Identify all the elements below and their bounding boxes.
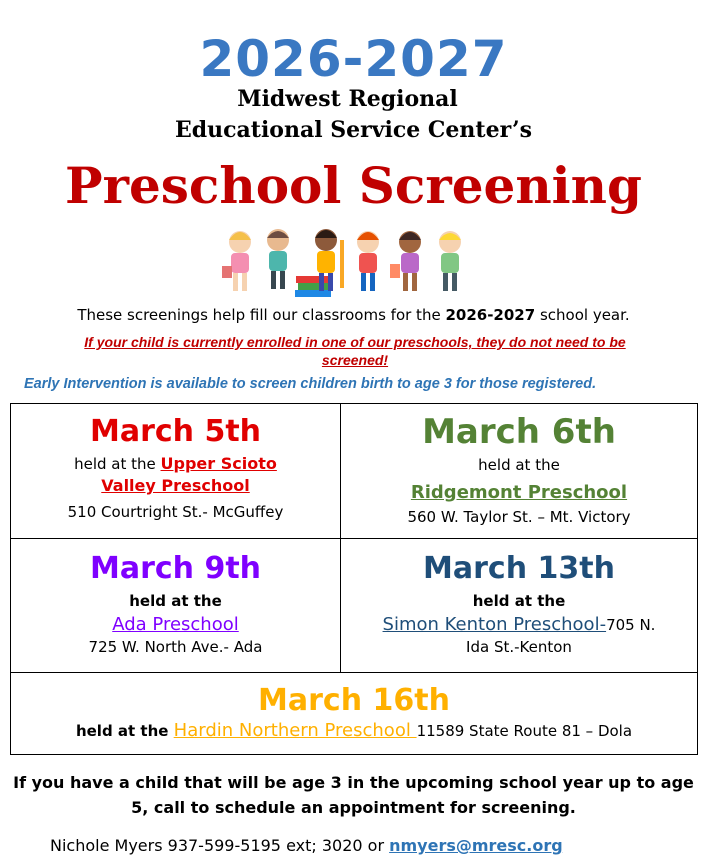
session-location-link[interactable]: Hardin Northern Preschool <box>173 720 417 741</box>
appointment-line1: If you have a child that will be age 3 in the upcoming school year up to age <box>13 773 694 792</box>
session-date: March 13th <box>423 551 615 586</box>
page-title: Preschool Screening <box>65 156 642 215</box>
session-address: 725 W. North Ave.- Ada <box>88 638 263 656</box>
session-location-line <box>11 614 340 636</box>
enrolled-note: If your child is currently enrolled in one of our preschools, they do not need to be screened! <box>84 334 626 368</box>
intro-year: 2026-2027 <box>445 306 536 324</box>
session-held-text: held at the <box>129 592 222 610</box>
session-location-link[interactable]: Ada Preschool <box>112 614 239 635</box>
appointment-instructions <box>0 770 707 820</box>
session-location-line <box>341 614 697 636</box>
session-date: March 6th <box>422 412 616 452</box>
session-address: 560 W. Taylor St. – Mt. Victory <box>407 508 631 526</box>
intro-text-before: These screenings help fill our classrooms for the <box>77 306 446 324</box>
child-figure-6 <box>439 231 461 291</box>
contact-line <box>50 836 700 855</box>
child-figure-1 <box>222 231 251 291</box>
org-name-line1: Midwest Regional <box>237 86 458 112</box>
session-location-line <box>341 482 697 504</box>
session-date: March 9th <box>89 551 262 586</box>
session-date: March 5th <box>89 414 262 449</box>
session-held-text: held at the <box>472 592 566 610</box>
year-heading: 2026-2027 <box>199 30 508 88</box>
session-location-link[interactable]: Ridgemont Preschool <box>410 482 628 503</box>
child-figure-3 <box>315 229 344 291</box>
screening-schedule-table <box>10 403 698 755</box>
session-location-link[interactable]: Simon Kenton Preschool- <box>382 614 607 635</box>
session-address-part2: Ida St.-Kenton <box>466 638 572 656</box>
child-figure-2 <box>267 229 289 289</box>
session-date: March 16th <box>258 683 450 718</box>
session-cell-march-6 <box>341 404 698 539</box>
session-cell-march-16 <box>11 673 698 755</box>
session-held-line <box>11 720 697 742</box>
session-held-text: held at the <box>478 456 560 474</box>
session-address: 510 Courtright St.- McGuffey <box>67 503 284 521</box>
session-location-link-cont[interactable]: Valley Preschool <box>101 476 250 495</box>
org-name-line2: Educational Service Center’s <box>174 117 533 143</box>
contact-text: Nichole Myers 937-599-5195 ext; 3020 or <box>50 836 390 855</box>
early-intervention-note: Early Intervention is available to screen children birth to age 3 for those registered. <box>24 376 597 392</box>
contact-email-link[interactable]: nmyers@mresc.org <box>389 836 563 855</box>
session-address: 11589 State Route 81 – Dola <box>416 722 633 740</box>
appointment-line2: 5, call to schedule an appointment for screening. <box>131 798 576 817</box>
books-stack <box>295 276 331 297</box>
session-held-text: held at the <box>75 722 174 740</box>
child-figure-5 <box>390 231 421 291</box>
session-address-part1: 705 N. <box>606 616 656 634</box>
intro-text <box>0 306 707 324</box>
session-cell-march-5 <box>11 404 341 539</box>
session-held-text: held at the <box>74 455 161 473</box>
intro-text-after: school year. <box>535 306 630 324</box>
child-figure-4 <box>357 231 379 291</box>
session-cell-march-13 <box>341 539 698 673</box>
session-held-line <box>11 453 340 475</box>
children-illustration <box>218 220 470 302</box>
session-cell-march-9 <box>11 539 341 673</box>
session-location-link[interactable]: Upper Scioto <box>160 454 277 473</box>
session-location-line2 <box>11 475 340 497</box>
